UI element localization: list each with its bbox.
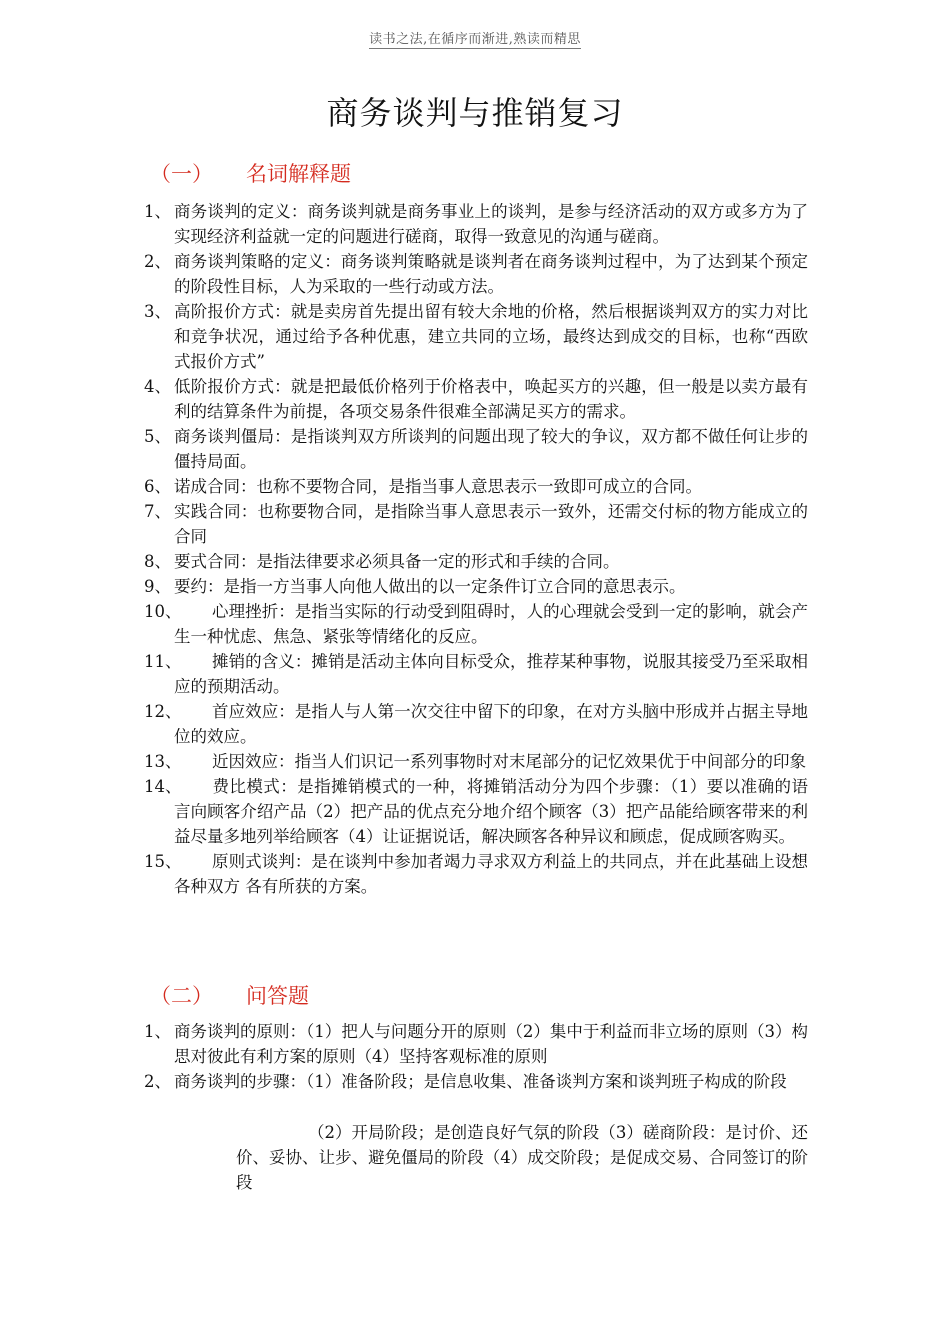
list-item: 9、 要约：是指一方当事人向他人做出的以一定条件订立合同的意思表示。	[144, 577, 686, 596]
list-item: 2、 商务谈判的步骤：（1）准备阶段；是信息收集、准备谈判方案和谈判班子构成的阶段	[144, 1072, 787, 1091]
list-item: 1、 商务谈判的原则：（1）把人与问题分开的原则（2）集中于利益而非立场的原则（3）构思对彼此有利方案的原则（4）坚持客观标准的原则	[144, 1022, 808, 1066]
qa-list	[144, 1019, 808, 1094]
section-number: （二）	[150, 984, 213, 1008]
section-heading-2	[150, 980, 309, 1010]
definition-list	[144, 199, 808, 899]
header-motto: 读书之法,在循序而渐进,熟读而精思	[369, 32, 581, 47]
list-item: 14、 费比模式：是指摊销模式的一种，将摊销活动分为四个步骤：（1）要以准确的语言向顾客介绍产品（2）把产品的优点充分地介绍个顾客（3）把产品能给顾客带来的利益尽量多地列举给顾客（4）让证据说话，解决顾客各种异议和顾虑，促成顾客购买。	[144, 777, 808, 846]
section-title: 名词解释题	[246, 162, 351, 186]
list-item: 10、 心理挫折：是指当实际的行动受到阻碍时，人的心理就会受到一定的影响，就会产生一种忧虑、焦急、紧张等情绪化的反应。	[144, 602, 808, 646]
section-number: （一）	[150, 162, 213, 186]
list-item: 13、 近因效应：指当人们识记一系列事物时对末尾部分的记忆效果优于中间部分的印象	[144, 752, 806, 771]
list-item: 8、 要式合同：是指法律要求必须具备一定的形式和手续的合同。	[144, 552, 620, 571]
steps-continuation: （2）开局阶段；是创造良好气氛的阶段（3）磋商阶段：是讨价、还价、妥协、让步、避免僵局的阶段（4）成交阶段；是促成交易、合同签订的阶段	[236, 1123, 808, 1192]
list-item: 12、 首应效应：是指人与人第一次交往中留下的印象，在对方头脑中形成并占据主导地位的效应。	[144, 702, 808, 746]
list-item: 7、 实践合同：也称要物合同，是指除当事人意思表示一致外，还需交付标的物方能成立的合同	[144, 502, 808, 546]
section-heading-1	[150, 158, 351, 188]
list-item: 11、 摊销的含义：摊销是活动主体向目标受众，推荐某种事物，说服其接受乃至采取相应的预期活动。	[144, 652, 808, 696]
list-item: 3、 高阶报价方式：就是卖房首先提出留有较大余地的价格，然后根据谈判双方的实力对比和竞争状况，通过给予各种优惠，建立共同的立场，最终达到成交的目标，也称“西欧式报价方式”	[144, 302, 808, 371]
list-item: 1、 商务谈判的定义：商务谈判就是商务事业上的谈判，是参与经济活动的双方或多方为了实现经济利益就一定的问题进行磋商，取得一致意见的沟通与磋商。	[144, 202, 808, 246]
list-item: 6、 诺成合同：也称不要物合同，是指当事人意思表示一致即可成立的合同。	[144, 477, 702, 496]
page-title: 商务谈判与推销复习	[326, 94, 624, 132]
list-item: 15、 原则式谈判：是在谈判中参加者竭力寻求双方利益上的共同点，并在此基础上设想各种双方 各有所获的方案。	[144, 852, 808, 896]
list-item: 2、 商务谈判策略的定义：商务谈判策略就是谈判者在商务谈判过程中，为了达到某个预定的阶段性目标，人为采取的一些行动或方法。	[144, 252, 808, 296]
section-title: 问答题	[246, 984, 309, 1008]
list-item: 5、 商务谈判僵局：是指谈判双方所谈判的问题出现了较大的争议，双方都不做任何让步的僵持局面。	[144, 427, 808, 471]
list-item: 4、 低阶报价方式：就是把最低价格列于价格表中，唤起买方的兴趣，但一般是以卖方最有利的结算条件为前提，各项交易条件很难全部满足买方的需求。	[144, 377, 808, 421]
